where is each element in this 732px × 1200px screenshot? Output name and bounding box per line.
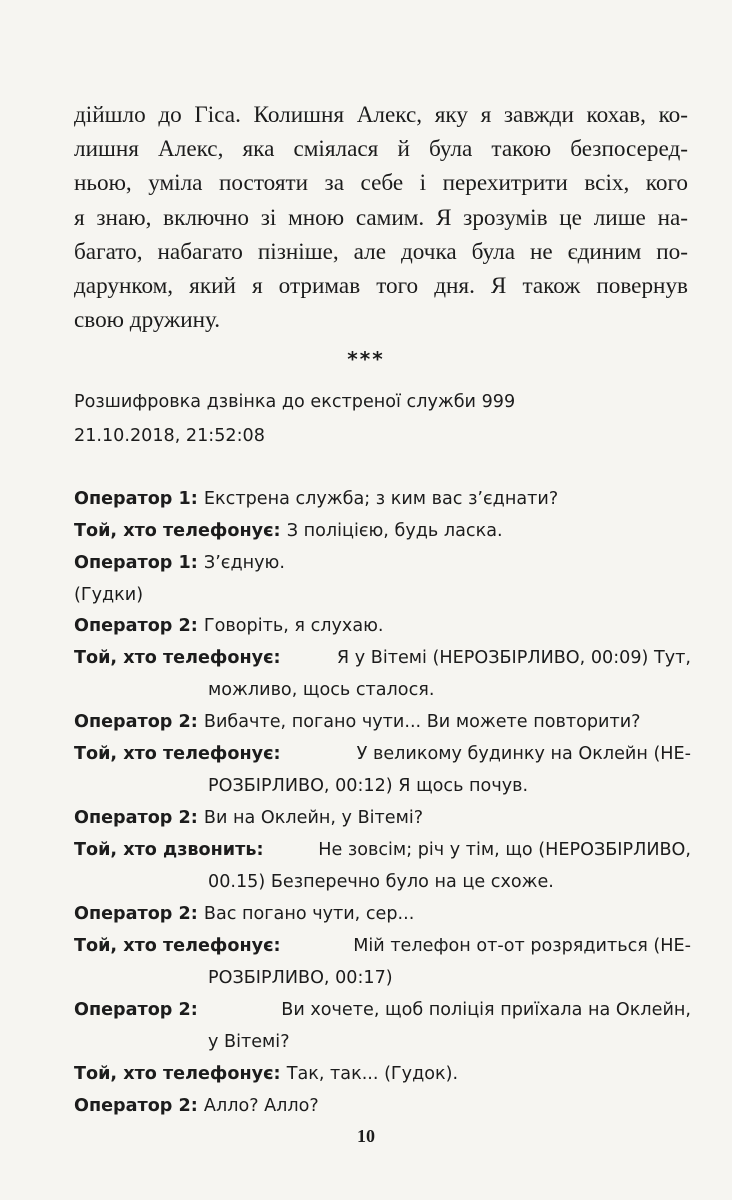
transcript-line <box>74 585 691 605</box>
speaker-label: Той, хто телефонує: <box>74 521 287 541</box>
speech-text: З’єдную. <box>203 553 285 573</box>
speech-continuation: у Вітемі? <box>208 1032 290 1052</box>
speech-text: Алло? Алло? <box>203 1096 319 1116</box>
speaker-label: Оператор 2: <box>74 616 204 636</box>
speaker-label: Оператор 1: <box>74 553 204 573</box>
paragraph-line: багато, набагато пізніше, але дочка була не єдиним по- <box>74 238 688 265</box>
speaker-label: Оператор 2: <box>74 1096 204 1116</box>
page-number: 10 <box>357 1126 375 1146</box>
speaker-label: Той, хто телефонує: <box>74 648 281 668</box>
section-separator: *** <box>347 347 385 371</box>
transcript-line <box>74 521 691 541</box>
transcript-datetime: 21.10.2018, 21:52:08 <box>74 426 265 446</box>
transcript-line <box>74 1064 691 1084</box>
speech-text: Вас погано чути, сер... <box>203 904 415 924</box>
paragraph-line: дарунком, який я отримав того дня. Я також повернув <box>74 273 688 300</box>
speaker-label: Той, хто телефонує: <box>74 936 281 956</box>
transcript-line <box>74 553 691 573</box>
transcript-line <box>74 712 691 732</box>
transcript-line <box>74 1000 691 1020</box>
speech-text: Не зовсім; річ у тім, що (НЕРОЗБІРЛИВО, <box>318 840 691 860</box>
transcript-line <box>74 1096 691 1116</box>
speech-text: Так, так... (Гудок). <box>286 1064 459 1084</box>
paragraph-line: ньою, уміла постояти за себе і перехитрити всіх, кого <box>74 170 688 197</box>
transcript-line <box>74 936 691 956</box>
speech-continuation: РОЗБІРЛИВО, 00:17) <box>208 968 393 988</box>
transcript-line <box>74 840 691 860</box>
speech-text: Екстрена служба; з ким вас з’єднати? <box>203 489 559 509</box>
paragraph-line: дійшло до Гіса. Колишня Алекс, яку я завжди кохав, ко- <box>74 102 688 128</box>
paragraph-line: свою дружину. <box>74 307 221 334</box>
narrative-paragraph <box>74 98 688 337</box>
speech-continuation: 00.15) Безперечно було на це схоже. <box>208 872 554 892</box>
speech-text: Ви хочете, щоб поліція приїхала на Оклейн, <box>281 1000 691 1020</box>
speaker-label: Оператор 1: <box>74 489 204 509</box>
speech-text: Я у Вітемі (НЕРОЗБІРЛИВО, 00:09) Тут, <box>336 648 691 668</box>
speech-text: (Гудки) <box>74 585 144 605</box>
speech-continuation: можливо, щось сталося. <box>208 680 435 700</box>
transcript-line <box>74 808 691 828</box>
transcript-line <box>74 648 691 668</box>
speech-text: Говоріть, я слухаю. <box>203 616 384 636</box>
speaker-label: Той, хто дзвонить: <box>74 840 264 860</box>
speech-text: Мій телефон от-от розрядиться (НЕ- <box>353 936 691 956</box>
transcript-title: Розшифровка дзвінка до екстреної служби 999 <box>74 392 516 412</box>
transcript-line <box>74 489 691 509</box>
paragraph-line: я знаю, включно зі мною самим. Я зрозумів це лише на- <box>74 204 688 231</box>
speaker-label: Оператор 2: <box>74 904 204 924</box>
speech-text: З поліцією, будь ласка. <box>286 521 503 541</box>
speaker-label: Той, хто телефонує: <box>74 1064 287 1084</box>
speech-text: Вибачте, погано чути... Ви можете повторити? <box>203 712 641 732</box>
speaker-label: Оператор 2: <box>74 808 204 828</box>
speaker-label: Той, хто телефонує: <box>74 744 281 764</box>
speaker-label: Оператор 2: <box>74 1000 198 1020</box>
transcript-line <box>74 744 691 764</box>
transcript-line <box>74 904 691 924</box>
speaker-label: Оператор 2: <box>74 712 204 732</box>
speech-continuation: РОЗБІРЛИВО, 00:12) Я щось почув. <box>208 776 529 796</box>
speech-text: Ви на Оклейн, у Вітемі? <box>203 808 424 828</box>
transcript-line <box>74 616 691 636</box>
speech-text: У великому будинку на Оклейн (НЕ- <box>356 744 691 764</box>
paragraph-line: лишня Алекс, яка сміялася й була такою безпосеред- <box>74 136 688 163</box>
